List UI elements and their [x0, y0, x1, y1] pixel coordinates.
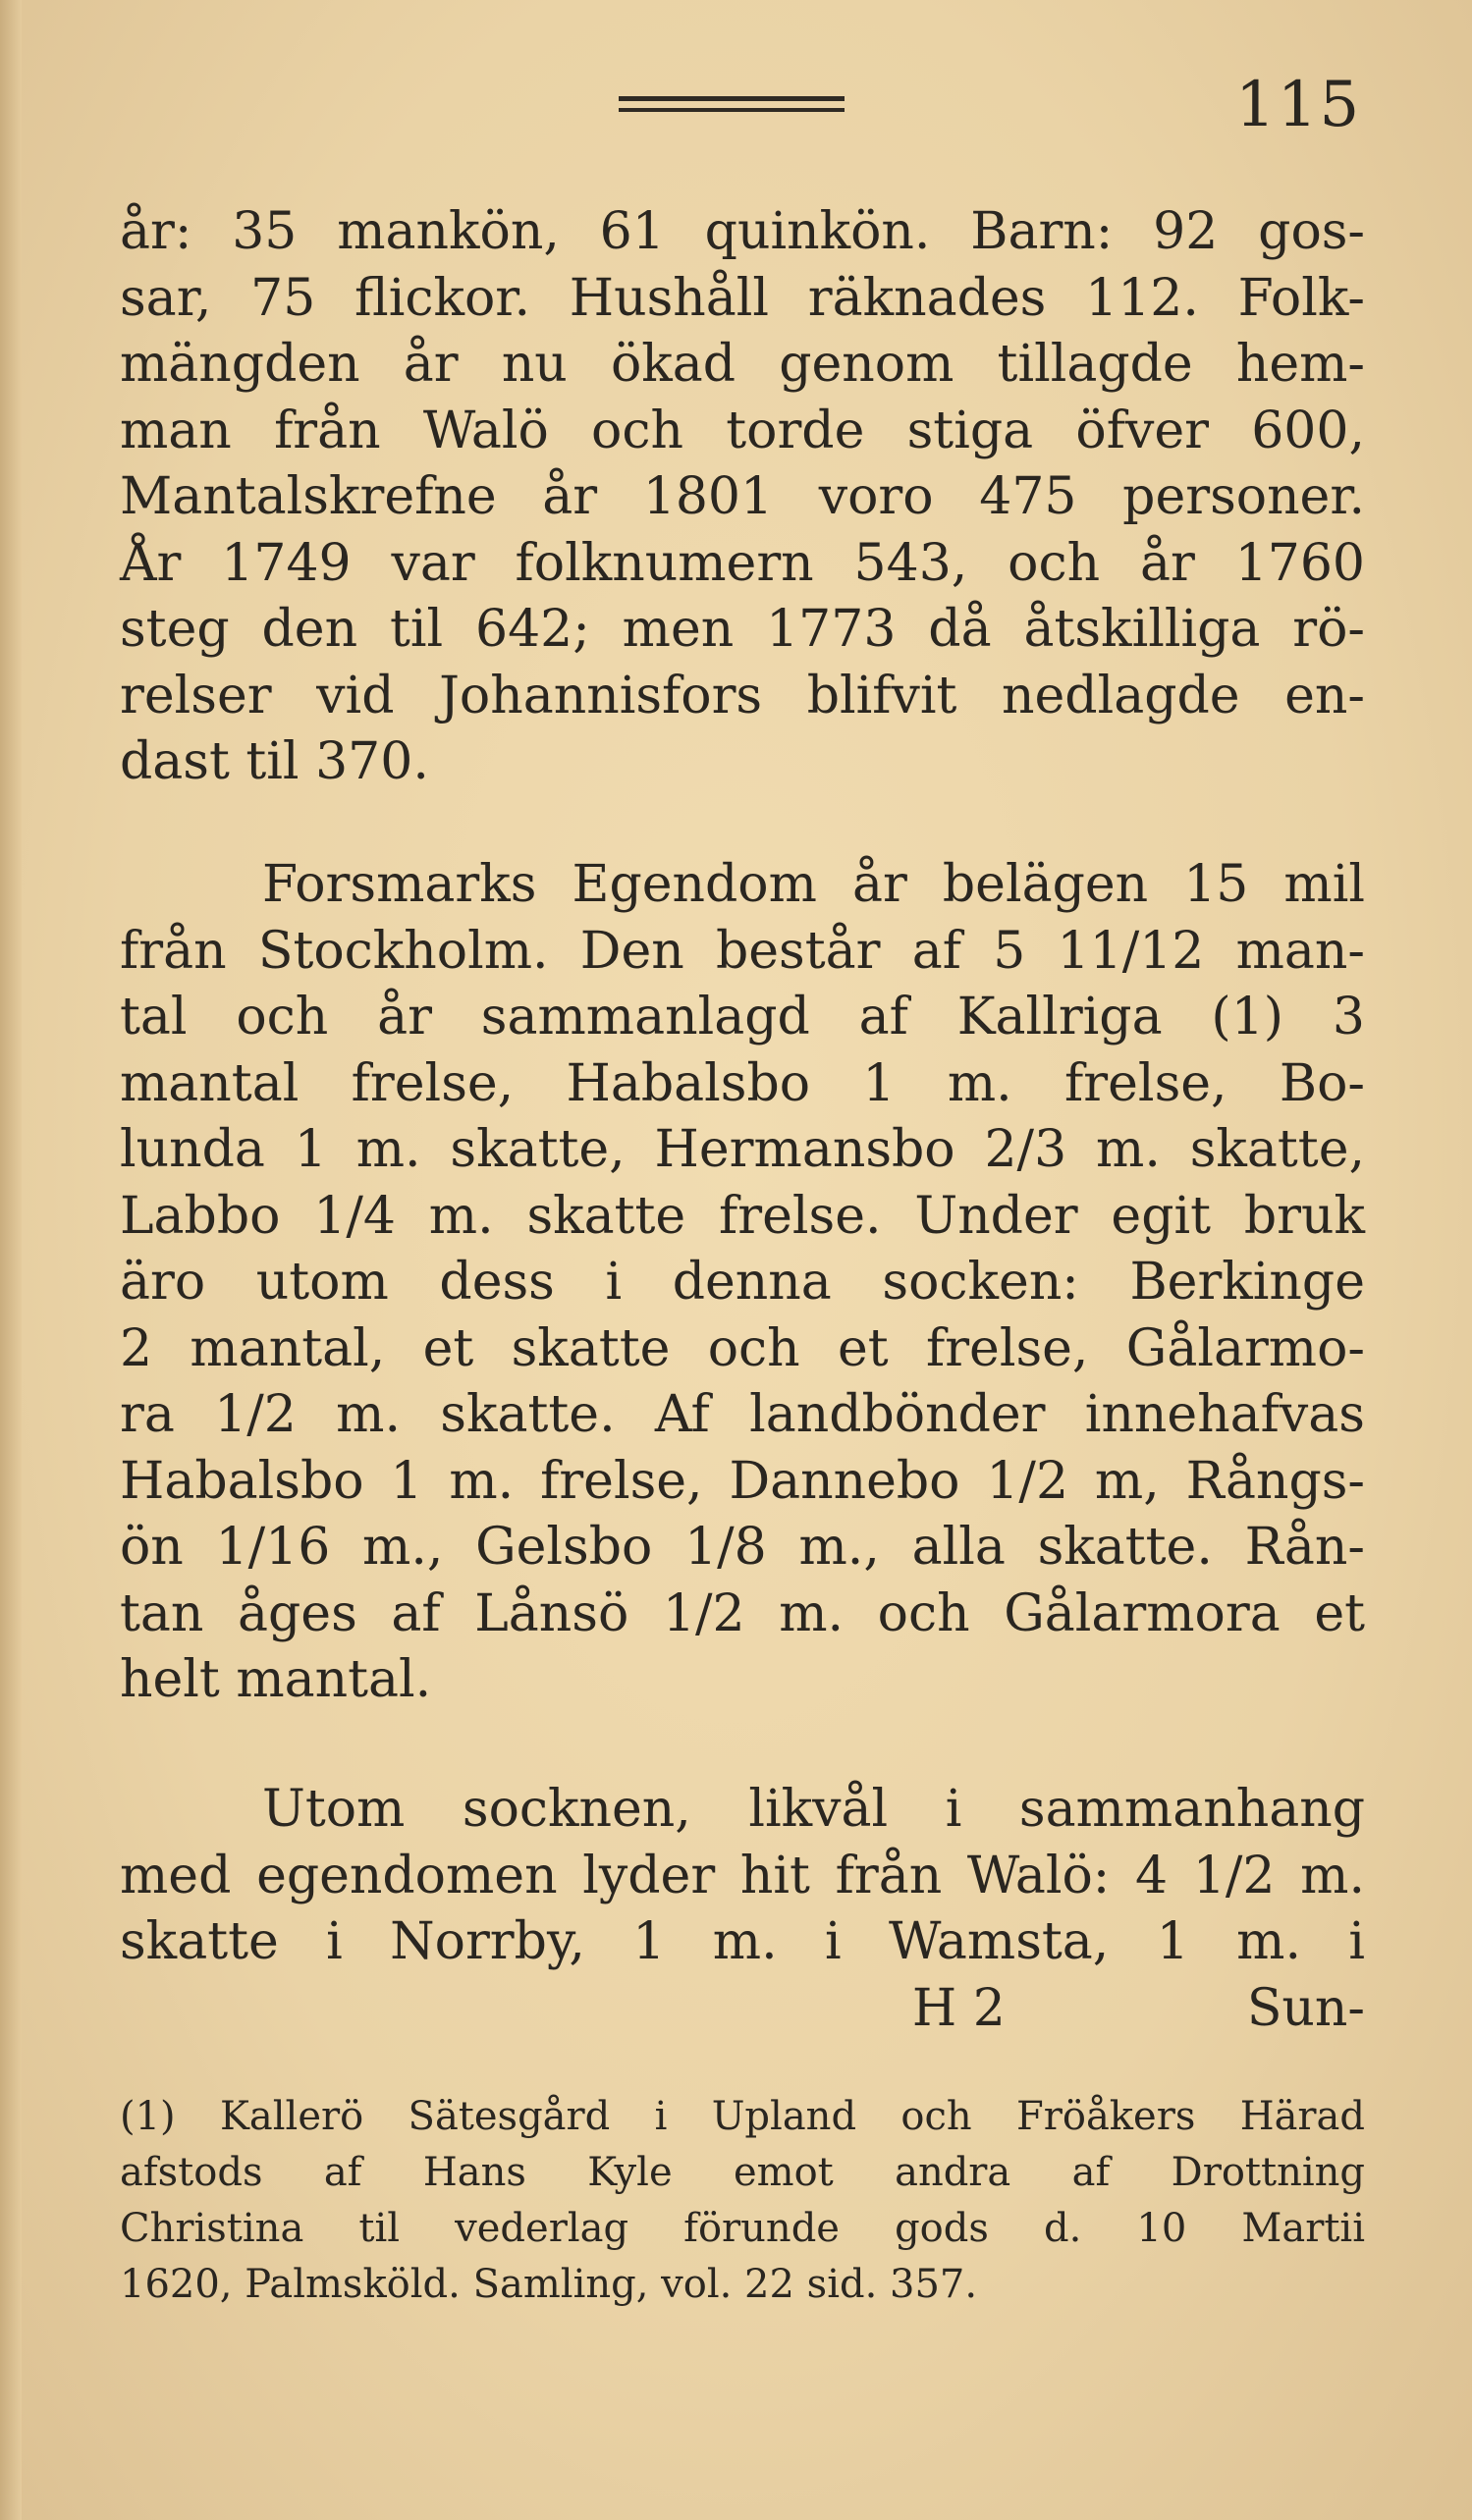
- text-line: Mantalskrefne år 1801 voro 475 personer.: [120, 467, 1365, 526]
- text-line: man från Walö och torde stiga öfver 600,: [120, 401, 1365, 460]
- text-line: dast til 370.: [120, 732, 429, 791]
- text-line: från Stockholm. Den består af 5 11/12 man-: [120, 921, 1365, 981]
- text-line: äro utom dess i denna socken: Berkinge: [120, 1253, 1365, 1312]
- text-line: 2 mantal, et skatte och et frelse, Gålarmo-: [120, 1318, 1365, 1378]
- text-line: steg den til 642; men 1773 då åtskilliga rö-: [120, 600, 1365, 659]
- text-line: mantal frelse, Habalsbo 1 m. frelse, Bo-: [120, 1053, 1365, 1113]
- page-number: 115: [1235, 69, 1362, 141]
- text-line: ra 1/2 m. skatte. Af landbönder innehafvas: [120, 1385, 1365, 1444]
- text-line: Utom socknen, likvål i sammanhang: [262, 1780, 1365, 1839]
- text-line: ön 1/16 m., Gelsbo 1/8 m., alla skatte. Rån-: [120, 1518, 1365, 1577]
- text-line: tan åges af Lånsö 1/2 m. och Gålarmora et: [120, 1583, 1365, 1643]
- footnote-line: (1) Kallerö Sätesgård i Upland och Fröåkers Härad: [120, 2094, 1365, 2139]
- text-line: mängden år nu ökad genom tillagde hem-: [120, 335, 1365, 394]
- text-line: år: 35 mankön, 61 quinkön. Barn: 92 gos-: [120, 202, 1365, 261]
- text-line: relser vid Johannisfors blifvit nedlagde en-: [120, 666, 1365, 725]
- footnote-line: afstods af Hans Kyle emot andra af Drottning: [120, 2150, 1365, 2195]
- text-line: Forsmarks Egendom år belägen 15 mil: [262, 855, 1365, 914]
- header-rule: [619, 96, 845, 112]
- footnote-line: 1620, Palmsköld. Samling, vol. 22 sid. 357.: [120, 2262, 978, 2307]
- paragraph-3: [120, 1777, 1365, 2042]
- text-line: lunda 1 m. skatte, Hermansbo 2/3 m. skatte,: [120, 1120, 1365, 1179]
- signature-line: [120, 1976, 1365, 2043]
- text-line: Habalsbo 1 m. frelse, Dannebo 1/2 m, Rångs-: [120, 1451, 1365, 1511]
- text-line: helt mantal.: [120, 1650, 432, 1709]
- page-gutter: [0, 0, 22, 2520]
- text-line: med egendomen lyder hit från Walö: 4 1/2 m.: [120, 1846, 1365, 1905]
- text-line: Labbo 1/4 m. skatte frelse. Under egit bruk: [120, 1186, 1365, 1246]
- footnote-line: Christina til vederlag förunde gods d. 10 Martii: [120, 2206, 1365, 2251]
- paragraph-1: [120, 199, 1365, 796]
- text-line: År 1749 var folknumern 543, och år 1760: [120, 533, 1365, 593]
- paragraph-2: [120, 852, 1365, 1714]
- catchword: Sun-: [1246, 1978, 1365, 2038]
- text-line: tal och år sammanlagd af Kallriga (1) 3: [120, 988, 1365, 1046]
- footnote: [120, 2089, 1365, 2313]
- text-line: skatte i Norrby, 1 m. i Wamsta, 1 m. i: [120, 1912, 1365, 1971]
- signature-mark: H 2: [911, 1978, 1006, 2038]
- text-line: sar, 75 flickor. Hushåll räknades 112. Folk-: [120, 268, 1365, 328]
